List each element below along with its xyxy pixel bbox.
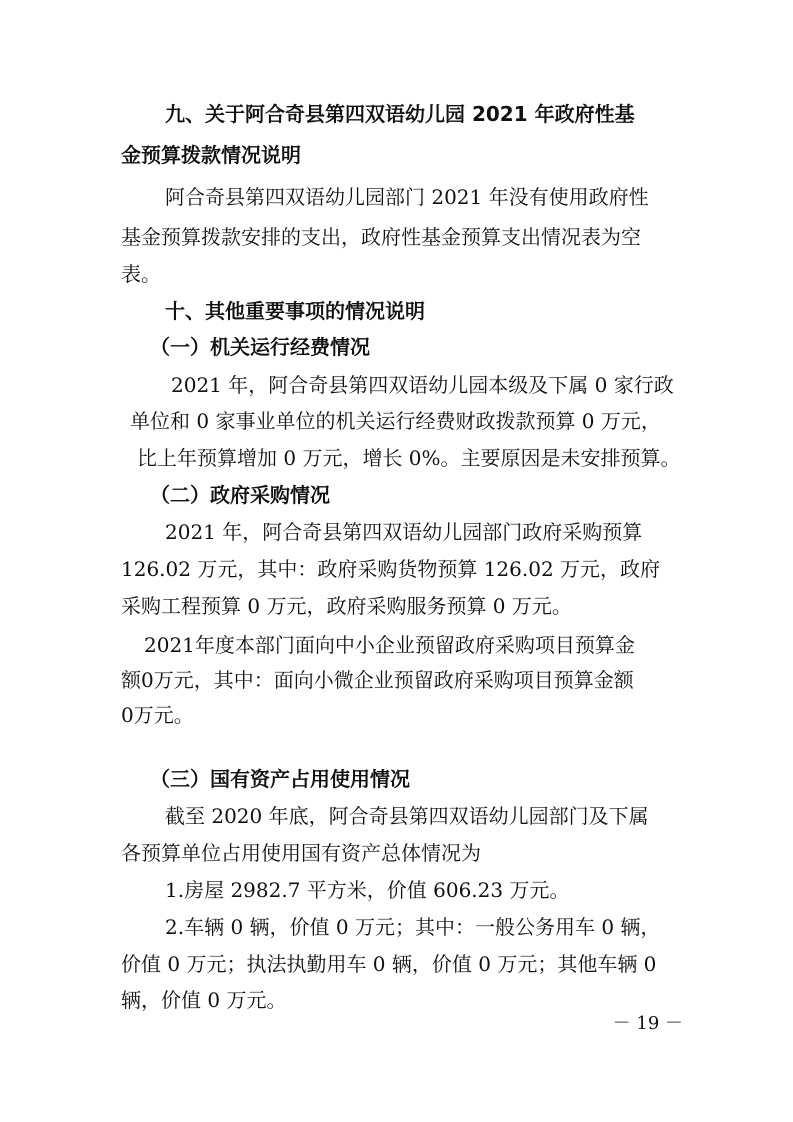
paragraph-line: 价值 0 万元；执法执勤用车 0 辆，价值 0 万元；其他车辆 0 (121, 952, 657, 976)
paragraph-line: 2021 年，阿合奇县第四双语幼儿园部门政府采购预算 (165, 520, 643, 544)
paragraph-line: 阿合奇县第四双语幼儿园部门 2021 年没有使用政府性 (165, 185, 649, 209)
paragraph-line: 额0万元，其中：面向小微企业预留政府采购项目预算金额 (121, 668, 634, 692)
paragraph-line: 表。 (121, 262, 161, 286)
list-item: 2.车辆 0 辆，价值 0 万元；其中：一般公务用车 0 辆， (165, 915, 661, 939)
list-item: 1.房屋 2982.7 平方米，价值 606.23 万元。 (165, 878, 570, 902)
paragraph-line: 截至 2020 年底，阿合奇县第四双语幼儿园部门及下属 (165, 804, 649, 828)
section-9-title-line-2: 金预算拨款情况说明 (121, 143, 301, 167)
paragraph-line: 各预算单位占用使用国有资产总体情况为 (121, 841, 481, 865)
section-9-title-line-1: 九、关于阿合奇县第四双语幼儿园 2021 年政府性基 (165, 102, 635, 126)
paragraph-line: 比上年预算增加 0 万元，增长 0%。主要原因是未安排预算。 (137, 446, 681, 470)
subsection-1-title: （一）机关运行经费情况 (150, 335, 370, 359)
paragraph-line: 126.02 万元，其中：政府采购货物预算 126.02 万元，政府 (121, 557, 661, 581)
paragraph-line: 采购工程预算 0 万元，政府采购服务预算 0 万元。 (121, 594, 572, 618)
paragraph-line: 基金预算拨款安排的支出，政府性基金预算支出情况表为空 (121, 225, 641, 249)
paragraph-line: 辆，价值 0 万元。 (121, 988, 287, 1012)
page-number: － 19 － (612, 1013, 683, 1034)
subsection-2-title: （二）政府采购情况 (150, 483, 330, 507)
subsection-3-title: （三）国有资产占用使用情况 (150, 767, 410, 791)
paragraph-line: 2021年度本部门面向中小企业预留政府采购项目预算金 (144, 633, 635, 657)
paragraph-line: 2021 年，阿合奇县第四双语幼儿园本级及下属 0 家行政 (171, 373, 674, 397)
paragraph-line: 0万元。 (121, 703, 194, 727)
section-10-title: 十、其他重要事项的情况说明 (165, 299, 425, 323)
paragraph-line: 单位和 0 家事业单位的机关运行经费财政拨款预算 0 万元， (130, 409, 661, 433)
